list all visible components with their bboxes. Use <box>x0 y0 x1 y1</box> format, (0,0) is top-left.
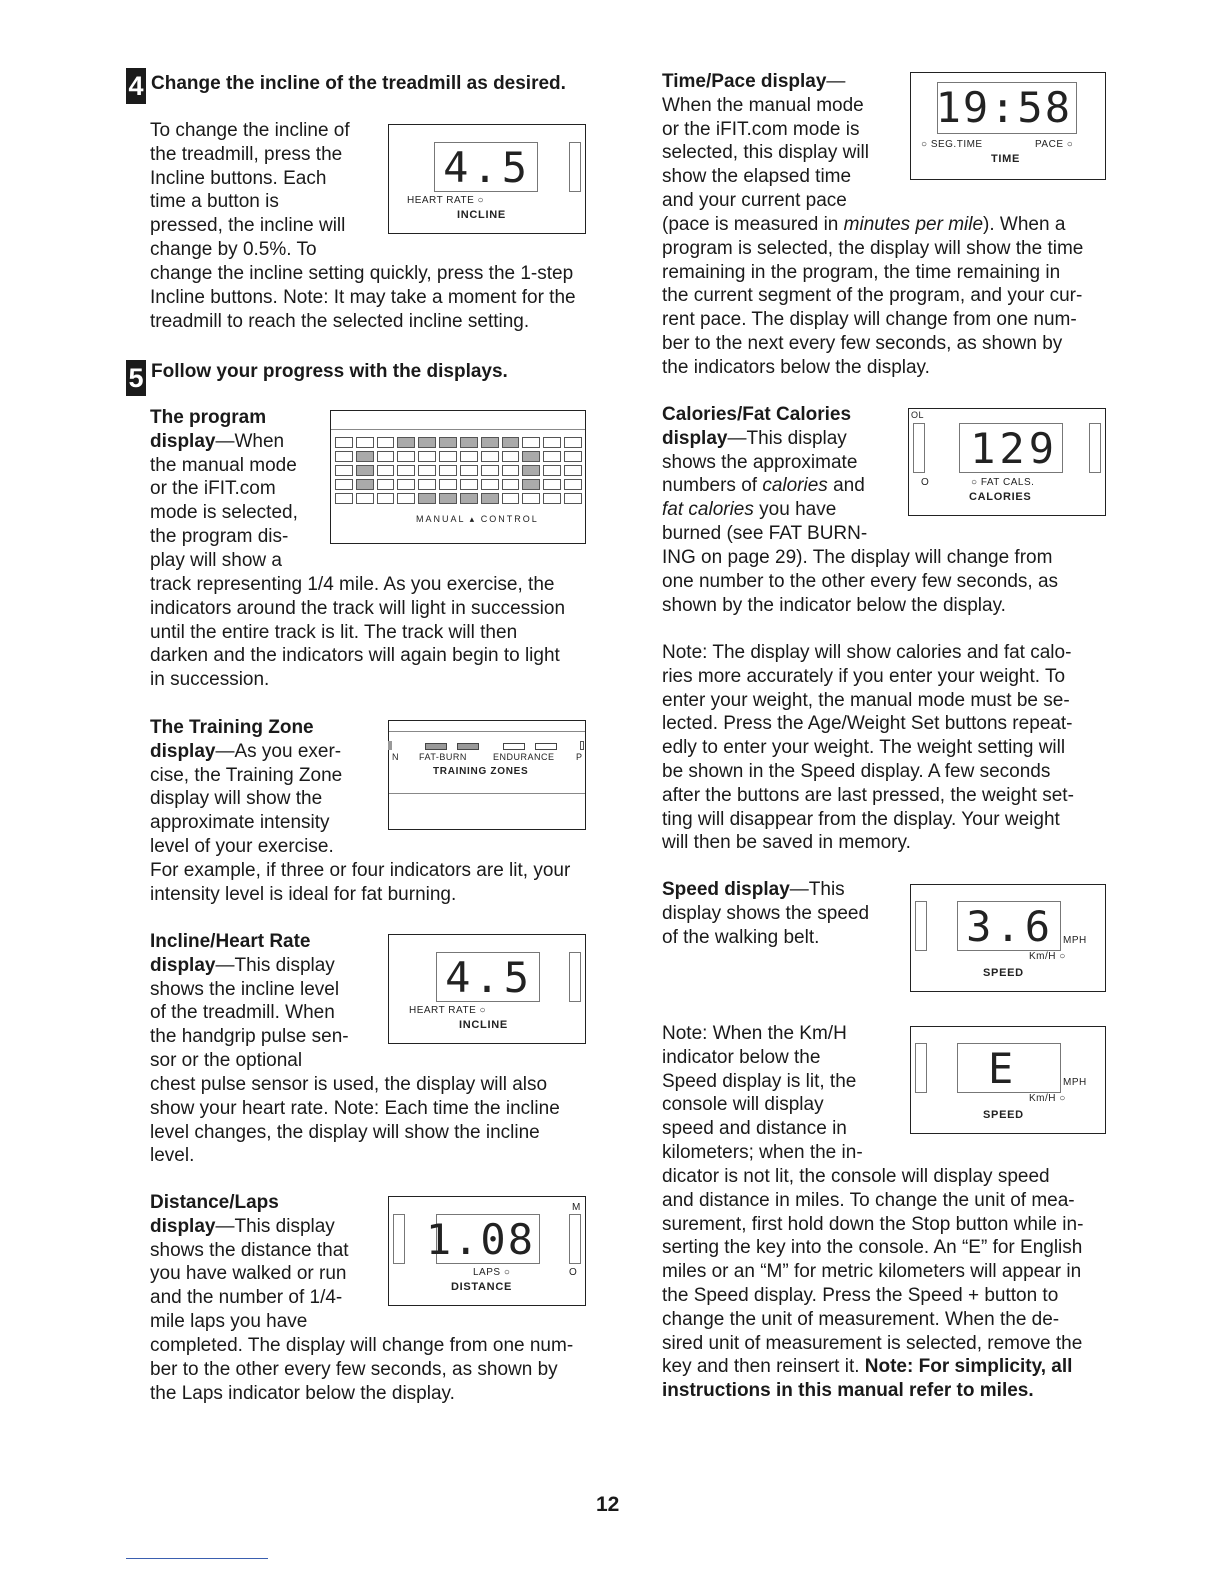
track-indicator <box>522 493 540 504</box>
speed-heading: Speed display <box>662 879 790 900</box>
track-indicator <box>397 493 415 504</box>
footer-rule <box>126 1558 268 1559</box>
zone-edge-right-bar <box>580 741 584 750</box>
track-indicator <box>481 465 499 476</box>
calories-lead-text: Calories/Fat Calories display—This display shows the approximate numbers of calories and fat calories you have burned (see FAT BURN- <box>662 403 910 546</box>
calories-indicator-left: O <box>921 477 930 488</box>
units-kmh-indicator: Km/H ○ <box>1029 1093 1066 1104</box>
units-note-bold-2: instructions in this manual refer to miles. <box>662 1380 1034 1402</box>
distance-edge-bottom: O <box>569 1267 578 1278</box>
page-number: 12 <box>596 1493 620 1516</box>
track-indicator <box>356 465 374 476</box>
time-display-panel <box>910 72 1106 180</box>
speed-lcd <box>957 901 1061 951</box>
speed-label: SPEED <box>983 967 1024 979</box>
training-body-text: For example, if three or four indicators are lit, your intensity level is ideal for fat burning. <box>150 860 571 905</box>
zone-indicator-4 <box>535 743 557 750</box>
time-heading: Time/Pace display <box>662 71 827 92</box>
track-indicator <box>543 479 561 490</box>
incline-digits: 4.5 <box>443 143 531 192</box>
units-lead-text: Note: When the Km/H indicator below the Speed display is lit, the console will display speed and distance in kilometers; when the in- <box>662 1023 863 1163</box>
incline-label: INCLINE <box>457 209 506 221</box>
calories-display-panel <box>908 408 1106 516</box>
time-body-text: (pace is measured in minutes per mile). When a program is selected, the display will show the time remaining in the program, the time remaining in the current segment of the program, and your cur- rent pace. The display will change from one num- ber to the next every few seconds, as shown by the indicators below the display. <box>662 214 1084 378</box>
track-indicator <box>418 479 436 490</box>
track-indicator <box>502 465 520 476</box>
calories-note-text: Note: The display will show calories and fat calo- ries more accurately if you enter your weight. To enter your weight, the manual mode must be se- lected. Press the Age/Weight Set buttons repeat- edly to enter your weight. The weight setting will be shown in the Speed display. A few seconds after the buttons are last pressed, the weight set- ting will disappear from the display. Your weight will then be saved in memory. <box>662 642 1074 854</box>
incline-lead-text: Incline/Heart Rate display—This display shows the incline level of the treadmill. When the handgrip pulse sen- sor or the optional <box>150 930 390 1073</box>
incline-lcd <box>434 142 538 192</box>
zone-endurance: ENDURANCE <box>493 752 555 762</box>
calories-body-text: ING on page 29). The display will change from one number to the other every few seconds, as shown by the indicator below the display. <box>662 547 1059 616</box>
distance-label: DISTANCE <box>451 1281 513 1293</box>
laps-indicator: LAPS ○ <box>473 1267 511 1278</box>
track-indicator <box>377 451 395 462</box>
track-indicator <box>522 451 540 462</box>
step-4-text-short: To change the incline of the treadmill, press the Incline buttons. Each time a button is pressed, the incline will change by 0.5%. To <box>150 120 350 260</box>
track-indicator <box>335 465 353 476</box>
units-digits: E <box>988 1044 1018 1093</box>
track-indicator <box>377 465 395 476</box>
track-indicator <box>460 451 478 462</box>
track-indicator <box>335 493 353 504</box>
track-indicator <box>356 493 374 504</box>
step-4-text-long: change the incline setting quickly, press the 1-step Incline buttons. Note: It may take a moment for the treadmill to reach the selected incline setting. <box>150 263 576 332</box>
training-zone-panel <box>388 720 586 830</box>
speed-kmh-indicator: Km/H ○ <box>1029 951 1066 962</box>
track-indicator <box>418 437 436 448</box>
calories-right-bar <box>1089 423 1101 473</box>
units-left-bar <box>915 1043 927 1093</box>
zone-edge-left-bar <box>388 741 392 750</box>
distance-digits: 1.08 <box>425 1215 535 1264</box>
track-indicator <box>564 493 582 504</box>
track-indicator <box>460 437 478 448</box>
zone-indicator-1 <box>425 743 447 750</box>
speed-unit-mph: MPH <box>1063 935 1087 946</box>
track-row <box>335 479 585 490</box>
incline-hr-label: INCLINE <box>459 1019 508 1031</box>
program-track-grid <box>331 437 585 517</box>
track-indicator <box>418 451 436 462</box>
track-indicator <box>397 465 415 476</box>
calories-edge-top: OL <box>911 410 925 420</box>
incline-side-bar <box>569 142 581 192</box>
units-lcd <box>957 1043 1061 1093</box>
track-indicator <box>397 451 415 462</box>
pace-indicator: PACE ○ <box>1035 139 1074 150</box>
step-5-title: Follow your progress with the displays. <box>151 361 508 382</box>
zone-indicator-3 <box>503 743 525 750</box>
track-indicator <box>481 437 499 448</box>
track-indicator <box>460 493 478 504</box>
track-indicator <box>460 479 478 490</box>
track-row <box>335 465 585 476</box>
speed-digits: 3.6 <box>966 902 1054 951</box>
track-indicator <box>439 465 457 476</box>
track-indicator <box>564 479 582 490</box>
calories-digits: 129 <box>970 424 1058 473</box>
seg-time-indicator: ○ SEG.TIME <box>921 139 983 150</box>
track-row <box>335 493 585 504</box>
track-indicator <box>564 437 582 448</box>
distance-display-panel <box>388 1196 586 1306</box>
track-indicator <box>377 479 395 490</box>
track-indicator <box>543 437 561 448</box>
track-indicator <box>502 437 520 448</box>
track-indicator <box>377 437 395 448</box>
program-mode-label: MANUAL ▴ CONTROL <box>416 514 539 524</box>
distance-heading: Distance/Laps <box>150 1192 279 1213</box>
track-indicator <box>502 479 520 490</box>
zone-indicator-2 <box>457 743 479 750</box>
calories-heading: Calories/Fat Calories <box>662 404 852 425</box>
track-row <box>335 451 585 462</box>
incline-hr-side-bar <box>569 952 581 1002</box>
training-zones-label: TRAINING ZONES <box>433 766 529 777</box>
fat-cals-indicator: ○ FAT CALS. <box>971 477 1035 488</box>
incline-hr-lcd <box>436 952 540 1002</box>
track-indicator <box>481 493 499 504</box>
zone-edge-right: P <box>576 752 583 762</box>
track-indicator <box>439 493 457 504</box>
step-4-badge: 4 <box>126 68 146 104</box>
step-4-title: Change the incline of the treadmill as desired. <box>151 73 566 94</box>
time-label: TIME <box>991 153 1021 165</box>
incline-heading: Incline/Heart Rate <box>150 931 311 952</box>
program-heading: The program <box>150 407 267 428</box>
time-digits: 19:58 <box>935 83 1072 132</box>
distance-right-bar <box>569 1214 581 1264</box>
speed-left-bar <box>915 901 927 951</box>
speed-display-panel <box>910 884 1106 992</box>
distance-lead-text: Distance/Laps display—This display shows the distance that you have walked or run and the number of 1/4- mile laps you have <box>150 1191 390 1334</box>
calories-label: CALORIES <box>969 491 1032 503</box>
track-indicator <box>460 465 478 476</box>
step-5-badge: 5 <box>126 360 146 396</box>
track-indicator <box>439 451 457 462</box>
track-indicator <box>335 479 353 490</box>
track-indicator <box>335 451 353 462</box>
distance-lcd <box>425 1214 540 1264</box>
units-speed-display-panel <box>910 1026 1106 1134</box>
track-indicator <box>543 493 561 504</box>
incline-body-text: chest pulse sensor is used, the display will also show your heart rate. Note: Each time the incline level changes, the display will show the incline level. <box>150 1074 560 1167</box>
training-heading: The Training Zone <box>150 717 314 738</box>
track-indicator <box>522 437 540 448</box>
track-indicator <box>543 451 561 462</box>
track-indicator <box>356 437 374 448</box>
zone-fat-burn: FAT-BURN <box>419 752 467 762</box>
track-indicator <box>377 493 395 504</box>
speed-lead-text: Speed display—This display shows the speed of the walking belt. <box>662 879 870 948</box>
track-indicator <box>418 493 436 504</box>
units-unit-mph: MPH <box>1063 1077 1087 1088</box>
track-indicator <box>543 465 561 476</box>
track-indicator <box>502 451 520 462</box>
track-indicator <box>564 451 582 462</box>
units-speed-label: SPEED <box>983 1109 1024 1121</box>
program-lead-text: The program display—When the manual mode or the iFIT.com mode is selected, the program dis- play will show a <box>150 406 330 573</box>
track-indicator <box>439 437 457 448</box>
track-indicator <box>397 437 415 448</box>
time-lcd <box>937 82 1077 134</box>
zone-edge-left: N <box>392 752 399 762</box>
track-indicator <box>481 451 499 462</box>
track-indicator <box>522 465 540 476</box>
track-indicator <box>522 479 540 490</box>
track-row <box>335 437 585 448</box>
track-indicator <box>481 479 499 490</box>
units-note-bold-1: Note: For simplicity, all <box>864 1356 1073 1378</box>
incline-display-panel <box>388 124 586 234</box>
track-indicator <box>439 479 457 490</box>
distance-body-text: completed. The display will change from one num- ber to the other every few seconds, as shown by the Laps indicator below the display. <box>150 1335 574 1404</box>
program-body-text: track representing 1/4 mile. As you exercise, the indicators around the track will light in succession until the entire track is lit. The track will then darken and the indicators will again begin to light in succession. <box>150 574 566 691</box>
distance-left-bar <box>393 1214 405 1264</box>
calories-lcd <box>959 423 1063 473</box>
incline-hr-display-panel <box>388 934 586 1044</box>
track-indicator <box>397 479 415 490</box>
time-lead-text: Time/Pace display— When the manual mode or the iFIT.com mode is selected, this display will show the elapsed time and your current pace <box>662 71 869 211</box>
units-body-text: dicator is not lit, the console will display speed and distance in miles. To change the unit of mea- surement, first hold down the Stop button while in- serting the key into the console. An “E” for English miles or an “M” for metric kilometers will appear in the Speed display. Press the Speed + button to change the unit of measurement. When the de- sired unit of measurement is selected, remove the key and then reinsert it. Note: For simplicity, all instructions in this manual refer to miles. <box>662 1165 1122 1403</box>
program-display-panel <box>330 410 586 544</box>
track-indicator <box>502 493 520 504</box>
track-indicator <box>356 451 374 462</box>
track-indicator <box>418 465 436 476</box>
track-indicator <box>564 465 582 476</box>
track-indicator <box>356 479 374 490</box>
incline-hr-digits: 4.5 <box>445 953 533 1002</box>
distance-edge-top: M <box>572 1202 581 1213</box>
training-lead-text: The Training Zone display—As you exer- cise, the Training Zone display will show the approximate intensity level of your exercise. <box>150 716 390 859</box>
calories-left-bar <box>913 423 925 473</box>
incline-hr-indicator: HEART RATE ○ <box>409 1005 487 1016</box>
track-indicator <box>335 437 353 448</box>
heart-rate-indicator: HEART RATE ○ <box>407 195 485 206</box>
